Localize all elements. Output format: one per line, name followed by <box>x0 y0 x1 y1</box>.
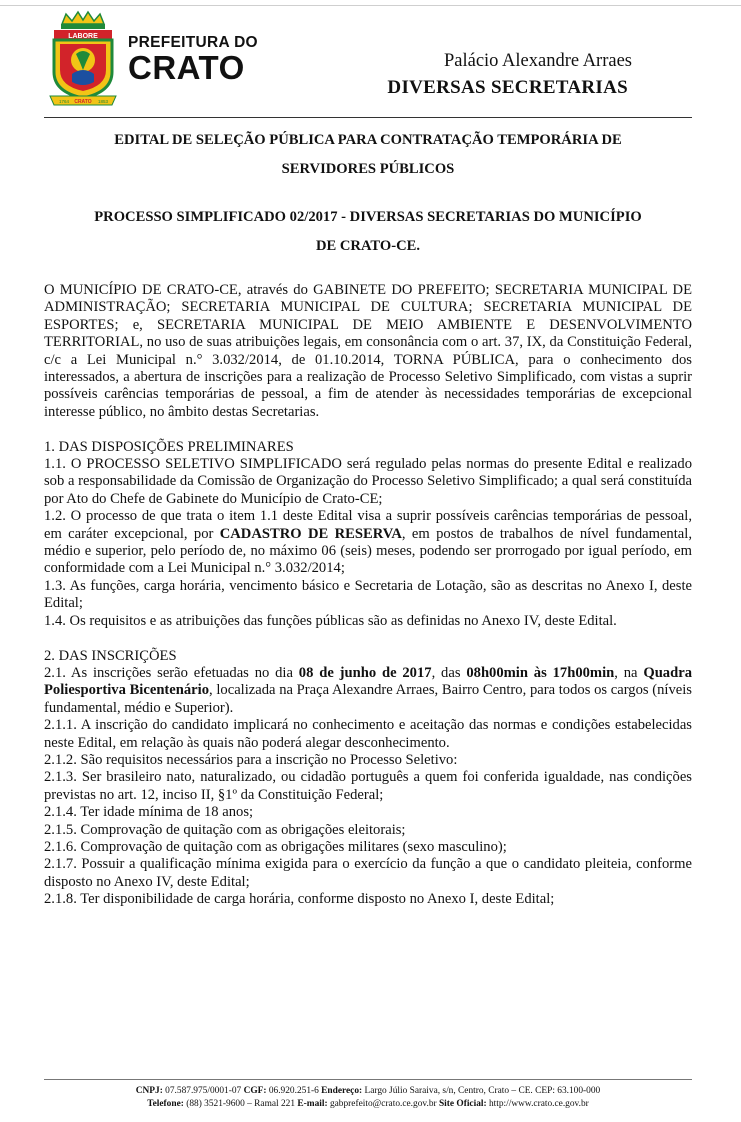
cnpj-label: CNPJ: <box>135 1086 163 1096</box>
edital-title-line-1: EDITAL DE SELEÇÃO PÚBLICA PARA CONTRATAÇÃO TEMPORÁRIA DE <box>114 132 622 148</box>
item-2-1-4: 2.1.4. Ter idade mínima de 18 anos; <box>44 804 254 821</box>
item-1-2-text-b: , em postos de trabalhos de nível fundamental, médio e superior, pelo período de, no máximo 06 (seis) meses, podendo ser prorrogado por igual período, em conformidade com a Lei Municipal n.° 3.032/2014; <box>44 525 692 577</box>
item-1-2 <box>44 508 692 578</box>
item-1-4: 1.4. Os requisitos e as atribuições das funções públicas são as definidas no Anexo IV, deste Edital. <box>44 612 617 629</box>
crato-coat-of-arms-icon <box>48 10 118 108</box>
item-1-3: 1.3. As funções, carga horária, vencimento básico e Secretaria de Lotação, são as descritas no Anexo I, deste Edital; <box>44 577 692 612</box>
city-brand <box>128 34 258 84</box>
cgf-value: 06.920.251-6 <box>266 1086 322 1096</box>
item-1-1: 1.1. O PROCESSO SELETIVO SIMPLIFICADO será regulado pelas normas do presente Edital e realizado sob a responsabilidade da Comissão de Organização do Processo Seletivo Simplificado; a qual será constituída por Ato do Chefe de Gabinete do Município de Crato-CE; <box>44 456 692 507</box>
brand-crato: CRATO <box>128 49 245 86</box>
secretariats-title: DIVERSAS SECRETARIAS <box>387 77 628 98</box>
item-2-1-8: 2.1.8. Ter disponibilidade de carga horária, conforme disposto no Anexo I, deste Edital; <box>44 891 555 908</box>
site-link[interactable]: http://www.crato.ce.gov.br <box>486 1099 589 1109</box>
crest-banner-text: LABORE <box>68 33 98 40</box>
email-link[interactable]: gabprefeito@crato.ce.gov.br <box>327 1099 439 1109</box>
process-title <box>44 203 692 261</box>
registration-place: Quadra Poliesportiva Bicentenário <box>44 664 692 699</box>
crest-year-left: 1764 <box>59 99 70 104</box>
palace-name: Palácio Alexandre Arraes <box>443 51 632 71</box>
letterhead <box>40 8 700 108</box>
item-1-2-text-a: 1.2. O processo de que trata o item 1.1 deste Edital visa a suprir possíveis carências temporárias de pessoal, em caráter excepcional, por <box>44 508 692 542</box>
item-2-1-text-b: , das <box>431 664 467 681</box>
section-2-heading: 2. DAS INSCRIÇÕES <box>44 647 177 664</box>
section-1-heading: 1. DAS DISPOSIÇÕES PRELIMINARES <box>44 438 294 455</box>
address-value: Largo Júlio Saraiva, s/n, Centro, Crato – CE. CEP: 63.100-000 <box>362 1086 601 1096</box>
footer-contact <box>44 1085 692 1111</box>
item-2-1-5: 2.1.5. Comprovação de quitação com as obrigações eleitorais; <box>44 821 406 838</box>
process-title-line-2: DE CRATO-CE. <box>315 238 421 254</box>
brand-prefeitura: PREFEITURA DO <box>128 34 258 51</box>
cadastro-reserva-emphasis: CADASTRO DE RESERVA <box>219 525 402 542</box>
intro-paragraph: O MUNICÍPIO DE CRATO-CE, através do GABINETE DO PREFEITO; SECRETARIA MUNICIPAL DE ADMINISTRAÇÃO; SECRETARIA MUNICIPAL DE CULTURA; SECRETARIA MUNICIPAL DE ESPORTES; e, SECRETARIA MUNICIPAL DE MEIO AMBIENTE E DESENVOLVIMENTO TERRITORIAL, no uso de suas atribuições legais, em consonância com o art. 37, IX, da Constituição Federal, c/c a Lei Municipal n.° 3.032/2014, de 01.10.2014, TORNA PÚBLICA, para o conhecimento dos interessados, a abertura de inscrições para a realização de Processo Seletivo Simplificado, com vistas a suprir possíveis carências temporárias de pessoal, a fim de atender às necessidades temporárias de excepcional interesse público, no âmbito destas Secretarias. <box>44 282 692 420</box>
site-label: Site Oficial: <box>438 1099 487 1109</box>
process-title-line-1: PROCESSO SIMPLIFICADO 02/2017 - DIVERSAS SECRETARIAS DO MUNICÍPIO <box>94 209 642 225</box>
item-2-1-text-a: 2.1. As inscrições serão efetuadas no dia <box>44 664 299 681</box>
registration-time: 08h00min às 17h00min <box>466 664 615 681</box>
crest-ribbon-text: CRATO <box>74 99 92 105</box>
item-2-1-3: 2.1.3. Ser brasileiro nato, naturalizado, ou cidadão português a quem foi conferida igualdade, nas condições previstas no art. 12, inciso II, §1º da Constituição Federal; <box>44 769 692 803</box>
header-divider <box>44 117 692 118</box>
footer-line-1 <box>44 1085 692 1098</box>
footer-divider <box>44 1079 692 1080</box>
edital-body <box>44 282 692 909</box>
phone-label: Telefone: <box>147 1099 184 1109</box>
item-2-1-6: 2.1.6. Comprovação de quitação com as obrigações militares (sexo masculino); <box>44 838 507 855</box>
cnpj-value: 07.587.975/0001-07 <box>162 1086 244 1096</box>
item-2-1 <box>44 665 692 717</box>
footer-line-2 <box>44 1098 692 1111</box>
registration-date: 08 de junho de 2017 <box>298 664 432 681</box>
edital-title-line-2: SERVIDORES PÚBLICOS <box>281 161 455 177</box>
item-2-1-text-d: , localizada na Praça Alexandre Arraes, Bairro Centro, para todos os cargos (níveis fundamental, médio e Superior). <box>44 682 692 716</box>
top-divider <box>0 5 741 6</box>
email-label: E-mail: <box>297 1099 328 1109</box>
item-2-1-2: 2.1.2. São requisitos necessários para a inscrição no Processo Seletivo: <box>44 751 458 768</box>
crest-year-right: 1853 <box>98 99 109 104</box>
item-2-1-7: 2.1.7. Possuir a qualificação mínima exigida para o exercício da função a que o candidato pleiteia, conforme disposto no Anexo IV, deste Edital; <box>44 856 692 890</box>
phone-value: (88) 3521-9600 – Ramal 221 <box>183 1099 298 1109</box>
item-2-1-1: 2.1.1. A inscrição do candidato implicará no conhecimento e aceitação das normas e condições estabelecidas neste Edital, em relação às quais não poderá alegar desconhecimento. <box>44 717 692 751</box>
cgf-label: CGF: <box>243 1086 267 1096</box>
address-label: Endereço: <box>321 1086 363 1096</box>
item-2-1-text-c: , na <box>614 664 644 681</box>
edital-title <box>44 126 692 184</box>
